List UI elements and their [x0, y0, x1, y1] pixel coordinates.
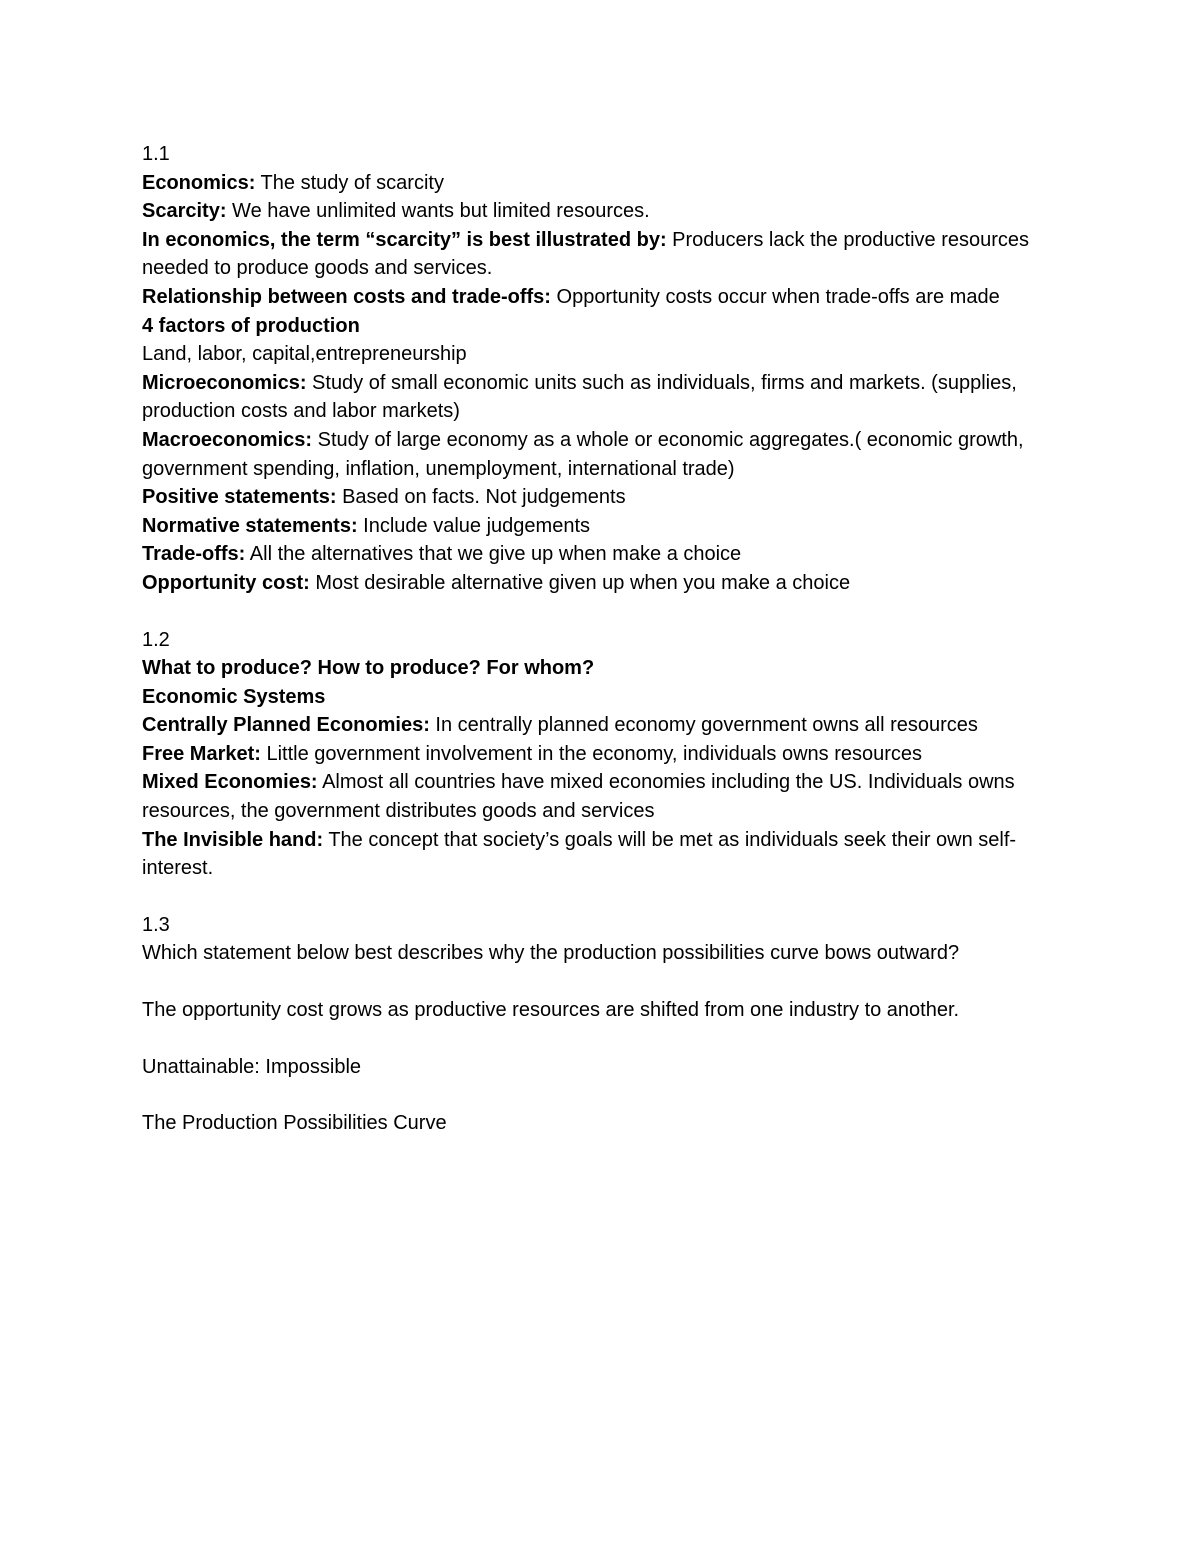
definition-line	[142, 740, 1062, 769]
definition-term: Scarcity:	[142, 200, 227, 223]
definition-term: Macroeconomics:	[142, 428, 313, 451]
definition-term: Normative statements:	[142, 514, 358, 537]
definition-line	[142, 654, 1062, 683]
definition-term: In economics, the term “scarcity” is best illustrated by:	[142, 228, 667, 251]
definition-text: Include value judgements	[357, 514, 590, 537]
definition-term: Economics:	[142, 171, 256, 194]
definition-text: Opportunity costs occur when trade-offs are made	[550, 285, 1000, 308]
paragraph-spacer	[142, 883, 1062, 911]
paragraph-spacer	[142, 968, 1062, 996]
paragraph-spacer	[142, 1025, 1062, 1053]
section-1-3	[142, 911, 1062, 1138]
definition-line	[142, 340, 1062, 369]
section-1-2	[142, 626, 1062, 883]
answer-text: The opportunity cost grows as productive resources are shifted from one industry to another.	[142, 999, 960, 1022]
definition-term: Free Market:	[142, 742, 261, 765]
definition-text: The study of scarcity	[255, 171, 444, 194]
definition-text: Land, labor, capital,entrepreneurship	[142, 343, 467, 366]
definition-line	[142, 512, 1062, 541]
definition-line	[142, 826, 1062, 883]
definition-line	[142, 312, 1062, 341]
definition-term: Centrally Planned Economies:	[142, 714, 430, 737]
definition-term: 4 factors of production	[142, 314, 360, 337]
definition-term: Mixed Economies:	[142, 771, 318, 794]
definition-line	[142, 683, 1062, 712]
paragraph-spacer	[142, 1081, 1062, 1109]
question-text: Which statement below best describes why the production possibilities curve bows outward?	[142, 942, 960, 965]
definition-text: Study of large economy as a whole or economic aggregates.( economic growth, government spending, inflation, unemployment, international trade)	[142, 428, 1024, 480]
definition-term: Positive statements:	[142, 486, 337, 509]
definition-term: Microeconomics:	[142, 371, 307, 394]
section-number: 1.1	[142, 143, 170, 165]
definition-line	[142, 711, 1062, 740]
definition-line	[142, 768, 1062, 825]
definition-term: Relationship between costs and trade-offs:	[142, 285, 551, 308]
definition-term: Economic Systems	[142, 685, 326, 708]
definition-term: Opportunity cost:	[142, 571, 310, 594]
unattainable-text: Unattainable: Impossible	[142, 1055, 362, 1078]
definition-text: Producers lack the productive resources needed to produce goods and services.	[142, 228, 1030, 280]
definition-line	[142, 569, 1062, 598]
section-number: 1.2	[142, 628, 170, 651]
definition-term: The Invisible hand:	[142, 828, 324, 851]
document-page	[142, 140, 1062, 1138]
section-1-1	[142, 140, 1062, 598]
paragraph-spacer	[142, 598, 1062, 626]
definition-line	[142, 426, 1062, 483]
definition-term: Trade-offs:	[142, 543, 246, 566]
definition-text: In centrally planned economy government owns all resources	[429, 714, 978, 737]
definition-text: Most desirable alternative given up when you make a choice	[309, 571, 851, 594]
definition-text: The concept that society’s goals will be met as individuals seek their own self-interest.	[142, 828, 1017, 880]
definition-text: Almost all countries have mixed economies including the US. Individuals owns resources, the government distributes goods and services	[142, 771, 1015, 823]
definition-text: We have unlimited wants but limited resources.	[226, 200, 650, 223]
definition-term: What to produce? How to produce? For whom?	[142, 657, 595, 680]
definition-line	[142, 540, 1062, 569]
section-number: 1.3	[142, 913, 170, 936]
definition-text: All the alternatives that we give up when make a choice	[245, 543, 742, 566]
definition-line	[142, 226, 1062, 283]
definition-line	[142, 169, 1062, 198]
definition-line	[142, 283, 1062, 312]
definition-text: Study of small economic units such as individuals, firms and markets. (supplies, production costs and labor markets)	[142, 371, 1017, 423]
definition-line	[142, 197, 1062, 226]
definition-text: Little government involvement in the economy, individuals owns resources	[260, 742, 923, 765]
definition-text: Based on facts. Not judgements	[336, 486, 626, 509]
ppc-title: The Production Possibilities Curve	[142, 1112, 447, 1135]
definition-line	[142, 483, 1062, 512]
definition-line	[142, 369, 1062, 426]
